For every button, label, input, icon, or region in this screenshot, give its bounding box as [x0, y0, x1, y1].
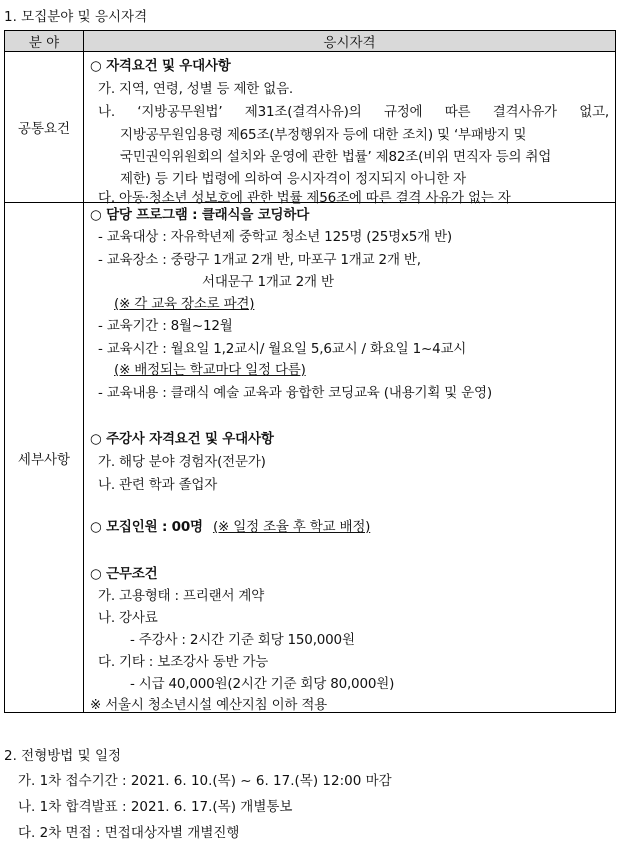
details-cell	[84, 203, 616, 713]
work-ga: 가. 고용형태 : 프리랜서 계약	[98, 588, 265, 604]
budget-footnote: ※ 서울시 청소년시설 예산지침 이하 적용	[90, 697, 328, 713]
edu-place: - 교육장소 : 중랑구 1개교 2개 반, 마포구 1개교 2개 반,	[98, 252, 421, 268]
instructor-heading: ○ 주강사 자격요건 및 우대사항	[90, 431, 274, 447]
header-field: 분 야	[5, 31, 84, 52]
common-requirements-cell	[84, 52, 616, 206]
instructor-na: 나. 관련 학과 졸업자	[98, 477, 218, 493]
common-na-line1: 나. ‘지방공무원법’ 제31조(결격사유)의 규정에 따른 결격사유가 없고,	[98, 104, 609, 120]
program-heading: ○ 담당 프로그램 : 클래식을 코딩하다	[90, 207, 310, 223]
recruit-count	[90, 515, 370, 535]
work-heading: ○ 근무조건	[90, 566, 158, 582]
table-row	[5, 52, 616, 203]
edu-time-note: (※ 배정되는 학교마다 일정 다름)	[114, 362, 306, 378]
section2-title: 2. 전형방법 및 일정	[4, 748, 122, 764]
work-na: 나. 강사료	[98, 610, 158, 626]
common-da: 다. 아동·청소년 성보호에 관한 법률 제56조에 따른 결격 사유가 없는 자	[98, 190, 511, 206]
common-na-line2: 지방공무원임용령 제65조(부정행위자 등에 대한 조치) 및 ‘부패방지 및	[120, 127, 527, 143]
edu-time: - 교육시간 : 월요일 1,2교시/ 월요일 5,6교시 / 화요일 1~4교시	[98, 341, 467, 357]
work-da-sub: - 시급 40,000원(2시간 기준 회당 80,000원)	[130, 676, 395, 692]
section1-title: 1. 모집분야 및 응시자격	[4, 9, 148, 25]
edu-content: - 교육내용 : 클래식 예술 교육과 융합한 코딩교육 (내용기획 및 운영)	[98, 385, 492, 401]
common-na-line3: 국민권익위원회의 설치와 운영에 관한 법률’ 제82조(비위 면직자 등의 취업	[120, 149, 552, 165]
edu-place-note: (※ 각 교육 장소로 파견)	[114, 296, 255, 312]
qualification-heading: ○ 자격요건 및 우대사항	[90, 58, 231, 74]
common-ga: 가. 지역, 연령, 성별 등 제한 없음.	[98, 81, 294, 97]
schedule-item: 다. 2차 면접 : 면접대상자별 개별진행	[18, 825, 240, 841]
schedule-item: 가. 1차 접수기간 : 2021. 6. 10.(목) ~ 6. 17.(목) 12:00 마감	[18, 773, 392, 789]
edu-target: - 교육대상 : 자유학년제 중학교 청소년 125명 (25명x5개 반)	[98, 229, 452, 245]
edu-period: - 교육기간 : 8월~12월	[98, 318, 233, 334]
table-row	[5, 203, 616, 713]
recruit-label: ○ 모집인원 : 00명	[90, 519, 203, 535]
recruit-note: (※ 일정 조율 후 학교 배정)	[212, 519, 371, 535]
instructor-ga: 가. 해당 분야 경험자(전문가)	[98, 454, 266, 470]
work-da: 다. 기타 : 보조강사 동반 가능	[98, 654, 269, 670]
edu-place-cont: 서대문구 1개교 2개 반	[202, 274, 334, 290]
common-na-line4: 제한) 등 기타 법령에 의하여 응시자격이 정지되지 아니한 자	[120, 171, 466, 187]
work-na-main: - 주강사 : 2시간 기준 회당 150,000원	[130, 632, 355, 648]
qualification-table	[4, 30, 616, 713]
field-common: 공통요건	[5, 52, 84, 203]
header-qualification: 응시자격	[84, 31, 616, 52]
schedule-item: 나. 1차 합격발표 : 2021. 6. 17.(목) 개별통보	[18, 799, 293, 815]
field-details: 세부사항	[5, 203, 84, 713]
